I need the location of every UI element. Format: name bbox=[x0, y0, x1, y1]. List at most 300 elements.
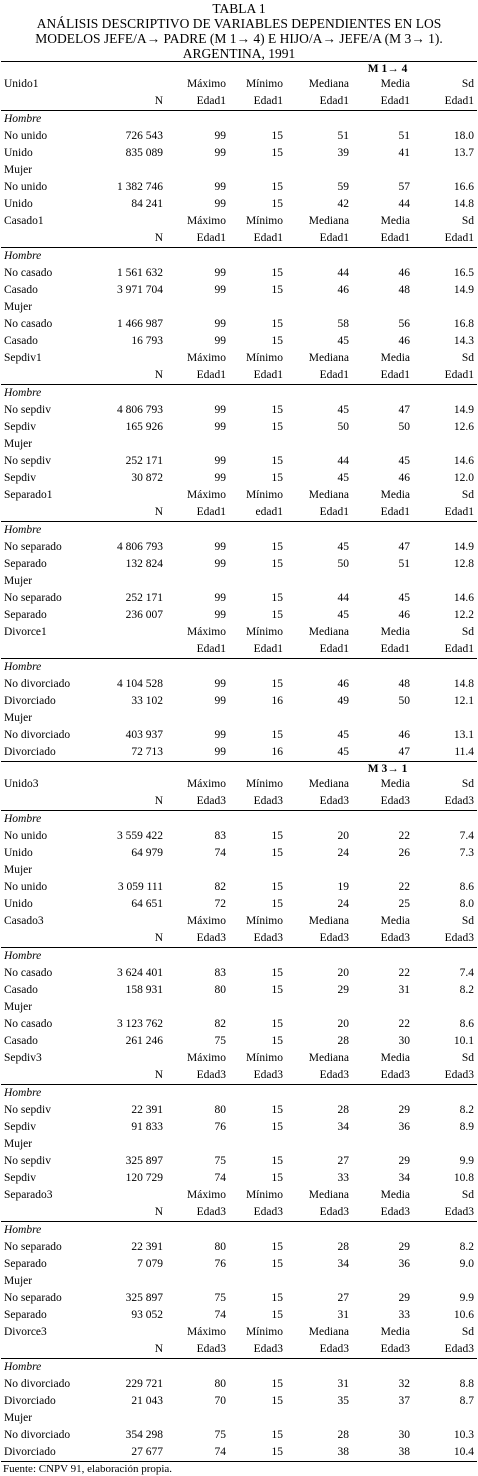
data-cell: 8.7 bbox=[459, 1395, 475, 1407]
data-cell: 8.2 bbox=[459, 1104, 475, 1116]
data-cell: 82 bbox=[214, 1018, 226, 1030]
edad-header: Edad3 bbox=[286, 1067, 352, 1085]
table-row bbox=[1, 196, 477, 213]
data-cell: 9.9 bbox=[459, 1155, 475, 1167]
stat-header: Mediana bbox=[308, 626, 349, 638]
edad-header: edad1 bbox=[229, 504, 286, 522]
data-cell: 99 bbox=[214, 181, 226, 193]
stat-header: Máximo bbox=[187, 1189, 226, 1201]
edad-header: Edad1 bbox=[166, 93, 229, 111]
n-header: N bbox=[111, 793, 166, 811]
edad-header: Edad3 bbox=[352, 930, 413, 948]
data-cell: 8.6 bbox=[459, 881, 475, 893]
row-label: Unido bbox=[4, 147, 33, 159]
empty-cell bbox=[111, 76, 166, 93]
group-row bbox=[1, 522, 477, 540]
n-header: N bbox=[111, 1067, 166, 1085]
edad-header: Edad3 bbox=[413, 1341, 477, 1359]
data-cell: 14.8 bbox=[453, 198, 475, 210]
table-row bbox=[1, 1016, 477, 1033]
data-cell: 158 931 bbox=[125, 984, 163, 996]
group-row bbox=[1, 710, 477, 727]
stat-header: Sd bbox=[461, 1052, 475, 1064]
data-cell: 47 bbox=[398, 746, 410, 758]
block-header-row bbox=[1, 350, 477, 367]
data-cell: 12.8 bbox=[453, 558, 475, 570]
data-cell: 36 bbox=[398, 1258, 410, 1270]
data-cell: 45 bbox=[337, 746, 349, 758]
data-cell: 99 bbox=[214, 678, 226, 690]
data-cell: 3 624 401 bbox=[117, 967, 163, 979]
row-label: Separado bbox=[4, 1309, 47, 1321]
variable-name: Unido1 bbox=[4, 78, 39, 90]
stat-header: Mediana bbox=[308, 915, 349, 927]
empty-cell bbox=[1, 367, 111, 385]
stat-header: Media bbox=[380, 1189, 410, 1201]
group-row bbox=[1, 1410, 477, 1427]
stat-header: Máximo bbox=[187, 626, 226, 638]
empty-cell bbox=[111, 1050, 166, 1067]
data-cell: 35 bbox=[337, 1395, 349, 1407]
row-label: No separado bbox=[4, 541, 62, 553]
edad-header: Edad3 bbox=[286, 793, 352, 811]
group-row bbox=[1, 811, 477, 829]
empty-cell bbox=[1, 1341, 111, 1359]
table-row bbox=[1, 333, 477, 350]
stat-header: Media bbox=[380, 78, 410, 90]
data-cell: 15 bbox=[271, 421, 283, 433]
data-cell: 76 bbox=[214, 1121, 226, 1133]
data-cell: 30 bbox=[398, 1429, 410, 1441]
data-cell: 1 561 632 bbox=[117, 267, 163, 279]
empty-cell bbox=[111, 776, 166, 793]
data-cell: 9.9 bbox=[459, 1292, 475, 1304]
table-row bbox=[1, 1170, 477, 1187]
edad-header: Edad1 bbox=[286, 93, 352, 111]
block-subheader-row bbox=[1, 367, 477, 385]
data-cell: 14.9 bbox=[453, 404, 475, 416]
data-cell: 42 bbox=[337, 198, 349, 210]
data-cell: 3 971 704 bbox=[117, 284, 163, 296]
edad-header: Edad3 bbox=[413, 793, 477, 811]
data-cell: 835 089 bbox=[125, 147, 163, 159]
data-cell: 12.1 bbox=[453, 695, 475, 707]
edad-header: Edad3 bbox=[352, 1067, 413, 1085]
row-label: No divorciado bbox=[4, 729, 71, 741]
edad-header: Edad1 bbox=[413, 367, 477, 385]
stat-header: Mínimo bbox=[245, 1189, 283, 1201]
row-label: No sepdiv bbox=[4, 455, 51, 467]
data-cell: 46 bbox=[398, 335, 410, 347]
table-row bbox=[1, 1033, 477, 1050]
table-row bbox=[1, 676, 477, 693]
stat-header: Media bbox=[380, 778, 410, 790]
row-label: Sepdiv bbox=[4, 1172, 36, 1184]
row-label: No separado bbox=[4, 1241, 62, 1253]
data-cell: 80 bbox=[214, 984, 226, 996]
data-cell: 15 bbox=[271, 1292, 283, 1304]
data-cell: 72 713 bbox=[131, 746, 163, 758]
table-row bbox=[1, 145, 477, 162]
group-row bbox=[1, 111, 477, 129]
data-cell: 15 bbox=[271, 147, 283, 159]
data-cell: 44 bbox=[337, 455, 349, 467]
stat-header: Mínimo bbox=[245, 78, 283, 90]
stat-header: Sd bbox=[461, 215, 475, 227]
stat-header: Mediana bbox=[308, 1052, 349, 1064]
data-cell: 325 897 bbox=[125, 1155, 163, 1167]
stat-header: Mediana bbox=[308, 78, 349, 90]
data-cell: 3 059 111 bbox=[117, 881, 163, 893]
data-cell: 27 bbox=[337, 1155, 349, 1167]
stat-header: Máximo bbox=[187, 215, 226, 227]
data-cell: 75 bbox=[214, 1155, 226, 1167]
table-row bbox=[1, 470, 477, 487]
row-label: No unido bbox=[4, 881, 48, 893]
title-line-3: MODELOS JEFE/A→ PADRE (M 1→ 4) E HIJO/A→ JEFE/A (M 3→ 1). bbox=[35, 31, 443, 46]
data-cell: 30 872 bbox=[131, 472, 163, 484]
edad-header: Edad1 bbox=[229, 641, 286, 659]
stat-header: Sd bbox=[461, 626, 475, 638]
row-label: Unido bbox=[4, 198, 33, 210]
data-cell: 99 bbox=[214, 746, 226, 758]
data-cell: 38 bbox=[286, 1444, 352, 1462]
table-row bbox=[1, 1290, 477, 1307]
table-row bbox=[1, 744, 477, 762]
data-cell: 31 bbox=[337, 1309, 349, 1321]
row-label: No separado bbox=[4, 592, 62, 604]
data-cell: 25 bbox=[398, 898, 410, 910]
block-header-row bbox=[1, 624, 477, 641]
data-cell: 20 bbox=[337, 830, 349, 842]
stat-header: Máximo bbox=[187, 352, 226, 364]
data-cell: 50 bbox=[398, 421, 410, 433]
group-row bbox=[1, 573, 477, 590]
edad-header: Edad3 bbox=[352, 793, 413, 811]
row-label: No divorciado bbox=[4, 678, 71, 690]
stat-header: Máximo bbox=[187, 1052, 226, 1064]
data-cell: 34 bbox=[337, 1121, 349, 1133]
block-subheader-row bbox=[1, 1341, 477, 1359]
data-cell: 29 bbox=[398, 1292, 410, 1304]
data-cell: 14.6 bbox=[453, 592, 475, 604]
data-cell: 15 bbox=[271, 1104, 283, 1116]
data-cell: 75 bbox=[214, 1292, 226, 1304]
data-cell: 47 bbox=[398, 541, 410, 553]
table-row bbox=[1, 1153, 477, 1170]
data-cell: 15 bbox=[271, 318, 283, 330]
data-cell: 22 391 bbox=[131, 1241, 163, 1253]
table-row bbox=[1, 179, 477, 196]
group-label: Hombre bbox=[4, 524, 42, 536]
data-cell: 4 104 528 bbox=[117, 678, 163, 690]
data-cell: 99 bbox=[214, 455, 226, 467]
block-header-row bbox=[1, 776, 477, 793]
block-subheader-row bbox=[1, 93, 477, 111]
data-cell: 7.4 bbox=[459, 830, 475, 842]
data-cell: 16 bbox=[271, 695, 283, 707]
table-row bbox=[1, 965, 477, 982]
data-cell: 29 bbox=[337, 984, 349, 996]
data-cell: 726 543 bbox=[125, 130, 163, 142]
data-cell: 99 bbox=[214, 318, 226, 330]
row-label: Casado bbox=[4, 335, 38, 347]
data-cell: 50 bbox=[398, 695, 410, 707]
row-label: Sepdiv bbox=[4, 472, 36, 484]
row-label: No casado bbox=[4, 967, 53, 979]
row-label: No divorciado bbox=[4, 1429, 71, 1441]
data-cell: 8.2 bbox=[459, 984, 475, 996]
model-label: M 1→ 4 bbox=[1, 62, 477, 77]
data-cell: 22 bbox=[398, 881, 410, 893]
n-header: N bbox=[111, 1341, 166, 1359]
n-header: N bbox=[111, 367, 166, 385]
edad-header: Edad1 bbox=[286, 230, 352, 248]
table-row bbox=[1, 727, 477, 744]
stat-header: Media bbox=[380, 915, 410, 927]
group-row bbox=[1, 162, 477, 179]
table-row bbox=[1, 828, 477, 845]
data-cell: 12.0 bbox=[453, 472, 475, 484]
data-cell: 27 677 bbox=[111, 1444, 166, 1462]
data-cell: 51 bbox=[398, 558, 410, 570]
data-cell: 50 bbox=[337, 558, 349, 570]
stat-header: Mínimo bbox=[245, 215, 283, 227]
data-cell: 15 bbox=[271, 984, 283, 996]
empty-cell bbox=[111, 350, 166, 367]
data-cell: 13.7 bbox=[453, 147, 475, 159]
group-row bbox=[1, 248, 477, 266]
model-label: M 3→ 1 bbox=[1, 762, 477, 777]
edad-header: Edad3 bbox=[166, 1204, 229, 1222]
stat-header: Mínimo bbox=[245, 626, 283, 638]
row-label: Divorciado bbox=[4, 695, 56, 707]
table-row bbox=[1, 1119, 477, 1136]
n-header: N bbox=[111, 1204, 166, 1222]
data-cell: 22 bbox=[398, 830, 410, 842]
data-cell: 20 bbox=[337, 967, 349, 979]
group-label: Mujer bbox=[4, 1275, 33, 1287]
row-label: Separado bbox=[4, 1258, 47, 1270]
data-cell: 1 382 746 bbox=[117, 181, 163, 193]
data-cell: 51 bbox=[337, 130, 349, 142]
data-cell: 21 043 bbox=[131, 1395, 163, 1407]
edad-header: Edad3 bbox=[413, 1067, 477, 1085]
data-cell: 99 bbox=[214, 147, 226, 159]
data-cell: 12.6 bbox=[453, 421, 475, 433]
data-cell: 99 bbox=[214, 421, 226, 433]
data-cell: 4 806 793 bbox=[117, 404, 163, 416]
edad-header: Edad3 bbox=[229, 793, 286, 811]
data-cell: 10.3 bbox=[453, 1429, 475, 1441]
stat-header: Sd bbox=[461, 1189, 475, 1201]
table-row bbox=[1, 879, 477, 896]
data-cell: 45 bbox=[337, 541, 349, 553]
stat-header: Mediana bbox=[308, 352, 349, 364]
table-row bbox=[1, 1256, 477, 1273]
table-row bbox=[1, 1307, 477, 1324]
table-title bbox=[0, 0, 478, 61]
group-label: Hombre bbox=[4, 813, 42, 825]
data-cell: 46 bbox=[398, 267, 410, 279]
data-cell: 16.6 bbox=[453, 181, 475, 193]
table-row bbox=[1, 845, 477, 862]
data-cell: 45 bbox=[337, 335, 349, 347]
data-cell: 8.6 bbox=[459, 1018, 475, 1030]
data-cell: 22 bbox=[398, 1018, 410, 1030]
data-cell: 19 bbox=[337, 881, 349, 893]
data-cell: 46 bbox=[398, 472, 410, 484]
stat-header: Media bbox=[380, 489, 410, 501]
group-row bbox=[1, 659, 477, 677]
row-label: Divorciado bbox=[1, 1444, 111, 1462]
edad-header: Edad3 bbox=[229, 930, 286, 948]
block-header-row bbox=[1, 487, 477, 504]
data-cell: 14.9 bbox=[453, 284, 475, 296]
block-subheader-row bbox=[1, 793, 477, 811]
edad-header: Edad3 bbox=[229, 1067, 286, 1085]
group-row bbox=[1, 862, 477, 879]
edad-header: Edad1 bbox=[229, 230, 286, 248]
stat-header: Máximo bbox=[187, 778, 226, 790]
data-cell: 132 824 bbox=[125, 558, 163, 570]
table-row bbox=[1, 1427, 477, 1444]
group-label: Hombre bbox=[4, 1361, 42, 1373]
group-label: Mujer bbox=[4, 1412, 33, 1424]
data-cell: 15 bbox=[271, 729, 283, 741]
data-cell: 80 bbox=[214, 1378, 226, 1390]
data-cell: 9.0 bbox=[459, 1258, 475, 1270]
group-label: Hombre bbox=[4, 950, 42, 962]
data-cell: 75 bbox=[214, 1035, 226, 1047]
stat-header: Media bbox=[380, 1052, 410, 1064]
group-label: Hombre bbox=[4, 1087, 42, 1099]
table-row bbox=[1, 1393, 477, 1410]
stat-header: Sd bbox=[461, 489, 475, 501]
edad-header: Edad3 bbox=[352, 1204, 413, 1222]
table-row bbox=[1, 402, 477, 419]
data-cell: 83 bbox=[214, 830, 226, 842]
empty-cell bbox=[111, 624, 166, 641]
data-cell: 16.5 bbox=[453, 267, 475, 279]
data-cell: 22 bbox=[398, 967, 410, 979]
data-cell: 8.0 bbox=[459, 898, 475, 910]
empty-cell bbox=[1, 93, 111, 111]
stat-header: Máximo bbox=[187, 1326, 226, 1338]
data-cell: 34 bbox=[337, 1258, 349, 1270]
stat-header: Mediana bbox=[308, 215, 349, 227]
row-label: No casado bbox=[4, 318, 53, 330]
variable-name: Divorce1 bbox=[4, 626, 47, 638]
data-cell: 47 bbox=[398, 404, 410, 416]
data-cell: 72 bbox=[214, 898, 226, 910]
data-cell: 74 bbox=[166, 1444, 229, 1462]
edad-header: Edad1 bbox=[352, 93, 413, 111]
data-cell: 76 bbox=[214, 1258, 226, 1270]
data-cell: 20 bbox=[337, 1018, 349, 1030]
data-cell: 45 bbox=[337, 404, 349, 416]
data-cell: 45 bbox=[337, 729, 349, 741]
row-label: No casado bbox=[4, 267, 53, 279]
stat-header: Mínimo bbox=[245, 1326, 283, 1338]
stat-header: Mediana bbox=[308, 1189, 349, 1201]
edad-header: Edad3 bbox=[166, 930, 229, 948]
block-subheader-row bbox=[1, 504, 477, 522]
n-header: N bbox=[111, 504, 166, 522]
table-body bbox=[1, 62, 477, 1462]
group-row bbox=[1, 299, 477, 316]
group-row bbox=[1, 1222, 477, 1240]
data-cell: 15 bbox=[271, 830, 283, 842]
row-label: No sepdiv bbox=[4, 1104, 51, 1116]
data-cell: 99 bbox=[214, 472, 226, 484]
data-cell: 80 bbox=[214, 1241, 226, 1253]
group-row bbox=[1, 1359, 477, 1377]
stat-header: Mínimo bbox=[245, 1052, 283, 1064]
edad-header: Edad1 bbox=[166, 641, 229, 659]
data-cell: 45 bbox=[398, 455, 410, 467]
stat-header: Máximo bbox=[187, 489, 226, 501]
data-cell: 165 926 bbox=[125, 421, 163, 433]
data-cell: 70 bbox=[214, 1395, 226, 1407]
data-cell: 15 bbox=[271, 609, 283, 621]
data-cell: 261 246 bbox=[125, 1035, 163, 1047]
table-row bbox=[1, 453, 477, 470]
group-row bbox=[1, 436, 477, 453]
data-cell: 64 651 bbox=[131, 898, 163, 910]
group-label: Mujer bbox=[4, 1001, 33, 1013]
edad-header: Edad3 bbox=[413, 1204, 477, 1222]
data-cell: 46 bbox=[398, 609, 410, 621]
title-line-1: TABLA 1 bbox=[212, 1, 266, 16]
data-cell: 354 298 bbox=[125, 1429, 163, 1441]
table-row bbox=[1, 982, 477, 999]
edad-header: Edad1 bbox=[413, 504, 477, 522]
data-cell: 45 bbox=[337, 472, 349, 484]
data-cell: 15 bbox=[271, 967, 283, 979]
data-cell: 28 bbox=[337, 1429, 349, 1441]
data-cell: 15 bbox=[271, 592, 283, 604]
table-row bbox=[1, 896, 477, 913]
edad-header: Edad1 bbox=[286, 641, 352, 659]
table-row bbox=[1, 265, 477, 282]
data-cell: 8.9 bbox=[459, 1121, 475, 1133]
block-subheader-row bbox=[1, 641, 477, 659]
edad-header: Edad1 bbox=[286, 504, 352, 522]
block-subheader-row bbox=[1, 230, 477, 248]
row-label: Divorciado bbox=[4, 1395, 56, 1407]
group-row bbox=[1, 948, 477, 966]
data-cell: 15 bbox=[271, 881, 283, 893]
data-cell: 30 bbox=[398, 1035, 410, 1047]
edad-header: Edad1 bbox=[413, 230, 477, 248]
data-cell: 15 bbox=[271, 1378, 283, 1390]
empty-cell bbox=[1, 230, 111, 248]
stat-header: Mínimo bbox=[245, 352, 283, 364]
data-cell: 38 bbox=[352, 1444, 413, 1462]
data-cell: 7.4 bbox=[459, 967, 475, 979]
empty-cell bbox=[111, 913, 166, 930]
stat-header: Mediana bbox=[308, 489, 349, 501]
row-label: Casado bbox=[4, 284, 38, 296]
data-cell: 32 bbox=[398, 1378, 410, 1390]
data-cell: 3 559 422 bbox=[117, 830, 163, 842]
empty-cell bbox=[111, 1187, 166, 1204]
edad-header: Edad3 bbox=[229, 1341, 286, 1359]
data-cell: 33 102 bbox=[131, 695, 163, 707]
variable-name: Casado1 bbox=[4, 215, 44, 227]
data-cell: 99 bbox=[214, 541, 226, 553]
